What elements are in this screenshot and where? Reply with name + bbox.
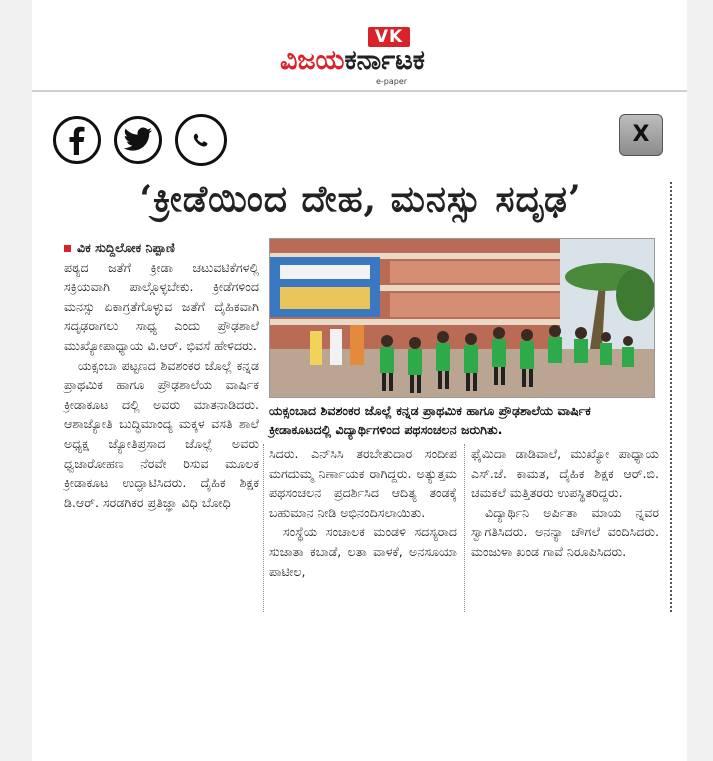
- parade-photo-illustration: [270, 239, 655, 398]
- logo-name: [280, 45, 425, 77]
- article-photo: [269, 238, 655, 398]
- twitter-glyph: [123, 127, 153, 153]
- bullet-square-icon: [64, 245, 71, 252]
- article-column-3: [471, 444, 659, 562]
- logo-name-part2: ಕರ್ನಾಟಕ: [344, 45, 425, 76]
- byline: [64, 238, 259, 258]
- column-rule: [670, 182, 674, 612]
- facebook-glyph: [64, 125, 90, 155]
- logo-subtitle: e-paper: [376, 77, 408, 86]
- left-gutter: [0, 0, 32, 761]
- whatsapp-glyph: [187, 126, 215, 154]
- column-divider: [263, 444, 264, 612]
- photo-caption: ಯಕ್ಸಂಬಾದ ಶಿವಶಂಕರ ಜೊಲ್ಲೆ ಕನ್ನಡ ಪ್ರಾಥಮಿಕ ಹಾಗೂ ಪ್ರೌಢಶಾಲೆಯ ವಾರ್ಷಿಕ ಕ್ರೀಡಾಕೂಟದಲ್ಲಿ ವಿದ್ಯಾರ್ಥಿಗಳಿಂದ ಪಥಸಂಚಲನ ಜರುಗಿತು.: [269, 403, 591, 437]
- top-strip: [32, 0, 687, 23]
- paragraph: ಫೈಮಿದಾ ಡಾಡಿವಾಲೆ, ಮುಖ್ಯೋ ಪಾಧ್ಯಾಯ ಎಸ್.ಜೆ. ಕಾಮತ, ದೈಹಿಕ ಶಿಕ್ಷಕ ಆರ್.ಬಿ. ಚಮಕಲೆ ಮತ್ತಿತರರು ಉಪಸ್ಥಿತರಿದ್ದರು.: [471, 446, 659, 501]
- epaper-header: [32, 22, 687, 92]
- paragraph: ಸಿದರು. ಎನ್‌ಸಿಸಿ ತರಬೇತುದಾರ ಸಂದೀಪ ಮಗದುಮ್ಮ ನಿರ್ಣಾಯಕ ರಾಗಿದ್ದರು. ಅತ್ಯುತ್ತಮ ಪಥಸಂಚಲನ ಪ್ರದರ್ಶಿಸಿದ ಆದಿತ್ಯ ತಂಡಕ್ಕೆ ಬಹುಮಾನ ನೀಡಿ ಅಭಿನಂದಿಸಲಾಯಿತು.: [269, 446, 457, 520]
- paragraph: ಯಕ್ಸಂಬಾ ಪಟ್ಟಣದ ಶಿವಶಂಕರ ಜೊಲ್ಲೆ ಕನ್ನಡ ಪ್ರಾಥಮಿಕ ಹಾಗೂ ಪ್ರೌಢಶಾಲೆಯ ವಾರ್ಷಿಕ ಕ್ರೀಡಾಕೂಟ ದಲ್ಲಿ ಅವರು ಮಾತನಾಡಿದರು. ಆಶಾಜ್ಯೋತಿ ಬುದ್ಧಿಮಾಂದ್ಯ ಮಕ್ಕಳ ವಸತಿ ಶಾಲೆ ಅಧ್ಯಕ್ಷ ಜ್ಯೋತಿಪ್ರಸಾದ ಜೊಲ್ಲೆ ಅವರು ಧ್ವಜಾರೋಹಣ ನೆರವೇ ರಿಸುವ ಮೂಲಕ ಕ್ರೀಡಾಕೂಟ ಉದ್ಘಾಟಿಸಿದರು. ದೈಹಿಕ ಶಿಕ್ಷಕ ಡಿ.ಆರ್. ಸರಡಗಿಕರ ಪ್ರತಿಜ್ಞಾ ವಿಧಿ ಬೋಧಿ: [64, 357, 259, 510]
- logo-badge: VK: [368, 27, 410, 47]
- right-gutter: [687, 0, 713, 761]
- article-headline: ‘ಕ್ರೀಡೆಯಿಂದ ದೇಹ, ಮನಸ್ಸು ಸದೃಢ’: [139, 178, 582, 220]
- close-button[interactable]: X: [619, 114, 663, 156]
- paragraph: ವಿದ್ಯಾರ್ಥಿನಿ ಅರ್ಪಿತಾ ಮಾಯ ನ್ನವರ ಸ್ವಾಗತಿಸಿದರು. ಅನನ್ಯಾ ಚೌಗಲೆ ವಂದಿಸಿದರು. ಮಂಜುಳಾ ಖಂಡ ಗಾವೆ ನಿರೂಪಿಸಿದರು.: [471, 504, 659, 559]
- article-column-1: [64, 238, 259, 512]
- article-column-2: [269, 444, 457, 581]
- paragraph: ಸಂಸ್ಥೆಯ ಸಂಚಾಲಕ ಮಂಡಳಿ ಸದಸ್ಯರಾದ ಸುಜಾತಾ ಕಬಾಡೆ, ಲತಾ ವಾಳಕೆ, ಅನಸೂಯಾ ಪಾಟೀಲ,: [269, 524, 457, 579]
- facebook-icon[interactable]: [53, 116, 101, 164]
- twitter-icon[interactable]: [114, 116, 162, 164]
- whatsapp-icon[interactable]: [175, 114, 227, 166]
- paragraph: ಪಠ್ಯದ ಜತೆಗೆ ಕ್ರೀಡಾ ಚಟುವಟಿಕೆಗಳಲ್ಲಿ ಸಕ್ರಿಯವಾಗಿ ಪಾಲ್ಗೊಳ್ಳಬೇಕು. ಕ್ರೀಡೆಗಳಿಂದ ಮನಸ್ಸು ಏಕಾಗ್ರತೆಗೊಳ್ಳುವ ಜತೆಗೆ ದೈಹಿಕವಾಗಿ ಸದೃಢರಾಗಲು ಸಾಧ್ಯ ಎಂದು ಪ್ರೌಢಶಾಲೆ ಮುಖ್ಯೋಪಾಧ್ಯಾಯ ವಿ.ಆರ್. ಭಿವಸೆ ಹೇಳಿದರು.: [64, 259, 259, 353]
- logo-name-part1: ವಿಜಯ: [280, 45, 345, 76]
- vijaya-karnataka-logo[interactable]: [280, 27, 500, 85]
- byline-text: ವಿಕ ಸುದ್ದಿಲೋಕ ನಿಪ್ಪಾಣಿ: [77, 240, 175, 255]
- column-divider: [464, 444, 465, 612]
